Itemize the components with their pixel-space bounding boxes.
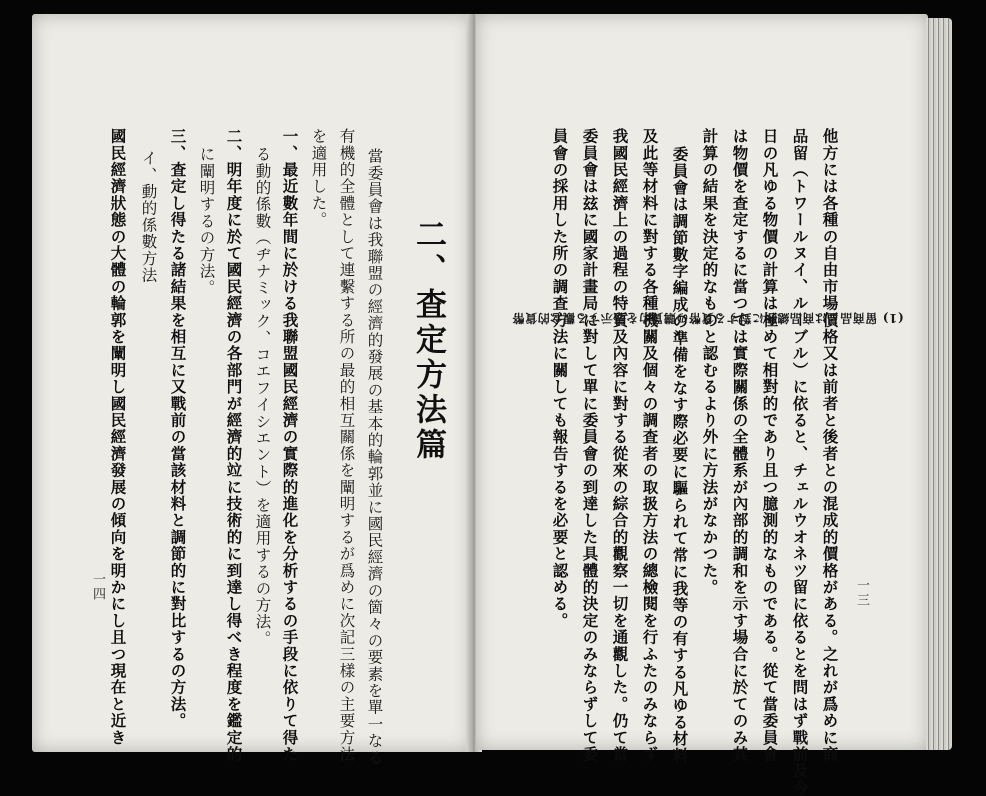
left-line-5: る動的係數（ヂナミック、コエフイシエント）を適用するの方法。 [253, 146, 272, 647]
left-line-4: 一、最近數年間に於ける我聯盟國民經濟の實際的進化を分析するの手段に依りて得た [280, 128, 300, 763]
right-line-4: は物價を査定するに當つては實際關係の全體系が內部的調和を示す場合に於てのみ其 [730, 128, 750, 763]
right-line-1: 他方には各種の自由市場價格又は前者と後者との混成的價格がある。之れが爲めに商 [820, 128, 840, 763]
right-line-9: 委員會は玆に國家計畫局に對して單に委員會の到達した具體的決定のみならずして委 [580, 128, 600, 763]
right-line-7: 及此等材料に對する各種機關及個々の調査者の取扱方法の總檢閱を行ふたのみならず [640, 128, 660, 763]
right-line-8: 我國民經濟上の過程の特質及內容に對する從來の綜合的觀察一切を通觀した。仍て當 [610, 128, 630, 763]
right-line-10: 員會の採用した所の調査方法に關しても報告するを必要と認める。 [550, 128, 570, 629]
left-line-1: 當委員會は我聯盟の經濟的發展の基本的輪郭並に國民經濟の箇々の要素を單一なる [365, 148, 384, 766]
right-line-5: 計算の結果を決定的なものと認むるより外に方法がなかつた。 [700, 128, 720, 596]
left-line-6: 二、明年度に於て國民經濟の各部門が經濟的竝に技術的に到達し得べき程度を鑑定的 [224, 128, 244, 763]
left-line-7: に闡明するの方法。 [197, 146, 216, 297]
left-line-9: イ、動的係數方法 [139, 150, 158, 284]
left-line-3: を適用した。 [309, 128, 328, 229]
right-line-3: 日の凡ゆる物價の計算は極めて相對的であり且つ臆測的なものである。從て當委員會 [760, 128, 780, 763]
right-page-number: 一三 [854, 578, 869, 608]
page-edges [926, 18, 952, 750]
left-line-10: 國民經濟狀態の大體の輪郭を闡明し國民經濟發展の傾向を明かにし且つ現在と近き [108, 128, 128, 746]
right-footnote: (1) 留商品とは商品總和に對する貨幣の購買力を表示する觀念的貨幣 [512, 311, 904, 325]
right-line-2: 品留（トワールヌイ、ルーブル）に依ると、チェルウオネツ留に依るとを問はず戰前及今 [790, 128, 810, 796]
left-line-8: 三、査定し得たる諸結果を相互に又戰前の當該材料と調節的に對比するの方法。 [168, 128, 188, 730]
right-line-6: 委員會は調節數字編成の準備をなす際必要に驅られて常に我等の有する凡ゆる材料 [670, 146, 690, 764]
left-line-2: 有機的全體として連繫する所の最的相互關係を闡明するが爲めに次記三樣の主要方法 [337, 128, 356, 763]
section-heading: 二、査定方法篇 [410, 218, 446, 463]
left-page-number: 一四 [90, 572, 105, 602]
